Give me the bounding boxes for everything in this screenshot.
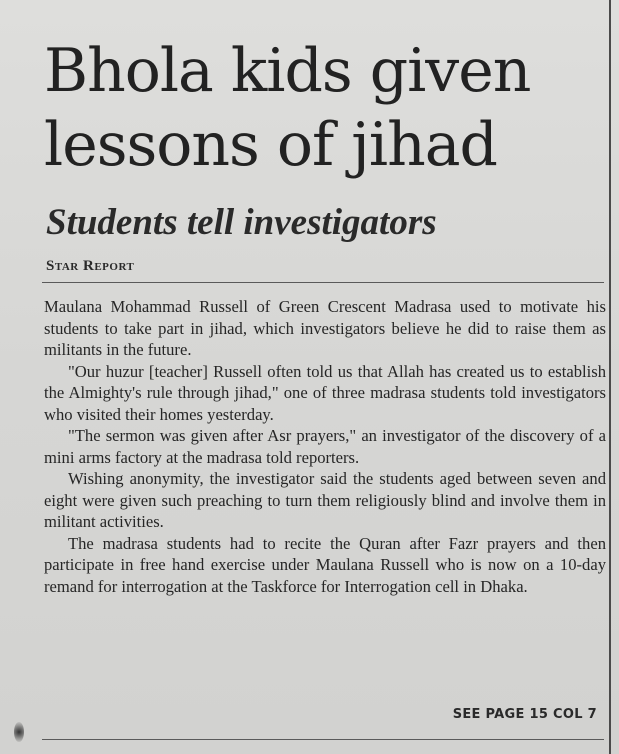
continuation-note: SEE PAGE 15 COL 7 <box>452 707 597 722</box>
paragraph-2: "Our huzur [teacher] Russell often told us that Allah has created us to establish the Almighty's rule through jihad," one of three madrasa students told investigators who visited their homes yesterday. <box>44 361 606 424</box>
subheadline: Students tell investigators <box>46 202 437 243</box>
top-divider <box>42 282 604 283</box>
paragraph-3: "The sermon was given after Asr prayers," an investigator of the discovery of a mini arms factory at the madrasa told reporters. <box>44 426 606 467</box>
bottom-divider <box>42 739 604 740</box>
headline: Bhola kids given lessons of jihad <box>44 36 531 180</box>
paragraph-4: Wishing anonymity, the investigator said the students aged between seven and eight were given such preaching to turn them religiously blind and involve them in militant activities. <box>44 469 606 531</box>
paragraph-1: Maulana Mohammad Russell of Green Crescent Madrasa used to motivate his students to take part in jihad, which investigators believe he did to raise them as militants in the future. <box>44 297 606 359</box>
column-rule <box>609 0 611 754</box>
article-body <box>44 296 606 597</box>
ink-smudge <box>14 722 24 742</box>
paragraph-5: The madrasa students had to recite the Quran after Fazr prayers and then participate in free hand exercise under Maulana Russell who is now on a 10-day remand for interrogation at the Taskforce for Interrogation cell in Dhaka. <box>44 533 606 596</box>
byline: Star Report <box>46 258 135 274</box>
